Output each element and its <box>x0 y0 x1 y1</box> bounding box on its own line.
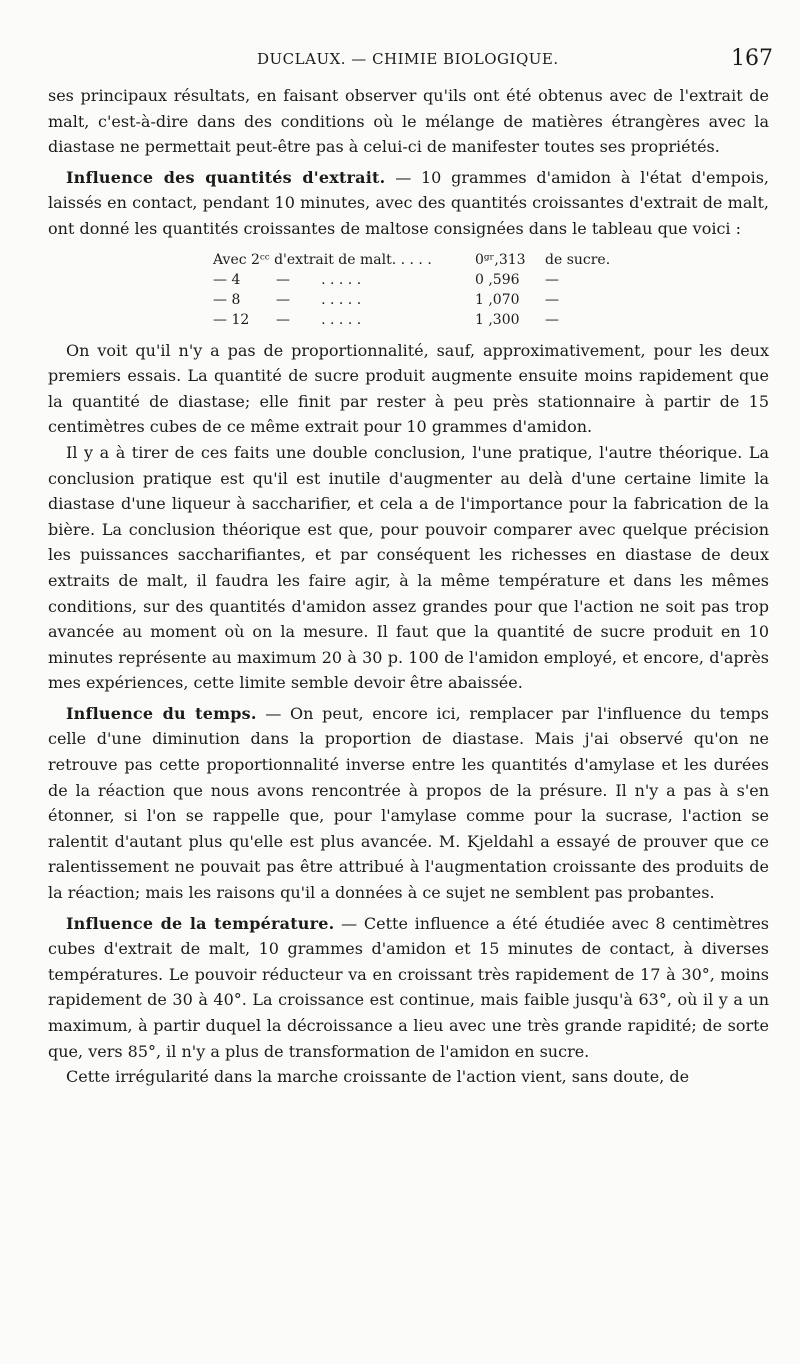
row-label: — 12 — . . . . . <box>213 311 362 328</box>
section-heading: Influence des quantités d'extrait. <box>66 167 386 187</box>
table-row <box>213 250 610 270</box>
section-heading: Influence du temps. <box>66 703 257 723</box>
row-value: 0ᵍʳ,313 <box>475 251 526 268</box>
section-extract-quantity <box>48 165 769 242</box>
row-label: — 8 — . . . . . <box>213 291 362 308</box>
row-suffix: — <box>545 271 559 288</box>
row-suffix: — <box>545 291 559 308</box>
row-label: — 4 — . . . . . <box>213 271 362 288</box>
row-label: Avec 2ᶜᶜ d'extrait de malt. . . . . <box>213 251 432 268</box>
section-text: — Cette influence a été étudiée avec 8 centimètres cubes d'extrait de malt, 10 grammes d'amidon et 15 minutes de contact, à diverses températures. Le pouvoir réducteur va en croissant très rapidement de 17 à 30°, moins rapidement de 30 à 40°. La croissance est continue, mais faible jusqu'à 63°, où il y a un maximum, à partir duquel la décroissance a lieu avec une très grande rapidité; de sorte que, vers 85°, il n'y a plus de transformation de l'amidon en sucre. <box>48 913 769 1061</box>
row-value: 0 ,596 <box>475 271 520 288</box>
table-row <box>213 270 610 290</box>
row-value: 1 ,300 <box>475 311 520 328</box>
table-row <box>213 310 610 330</box>
running-title: DUCLAUX. — CHIMIE BIOLOGIQUE. <box>257 50 559 68</box>
row-suffix: — <box>545 311 559 328</box>
page-number: 167 <box>731 46 773 71</box>
conclusion-paragraph: Il y a à tirer de ces faits une double conclusion, l'une pratique, l'autre théorique. La conclusion pratique est qu'il est inutile d'augmenter au delà d'une certaine limite la diastase d'une liqueur à saccharifier, et cela a de l'importance pour la fabrication de la bière. La conclusion théorique est que, pour pouvoir comparer avec quelque précision les puissances saccharifiantes, et par conséquent les richesses en diastase de deux extraits de malt, il faudra les faire agir, à la même température et dans les mêmes conditions, sur des quantités d'amidon assez grandes pour que l'action ne soit pas trop avancée au moment où on la mesure. Il faut que la quantité de sucre produit en 10 minutes représente au maximum 20 à 30 p. 100 de l'amidon employé, et encore, d'après mes expériences, cette limite semble devoir être abaissée. <box>48 442 769 693</box>
closing-line: Cette irrégularité dans la marche croissante de l'action vient, sans doute, de <box>66 1067 690 1087</box>
row-value: 1 ,070 <box>475 291 520 308</box>
table-row <box>213 290 610 310</box>
page-body <box>48 83 769 1090</box>
section-temperature <box>48 911 769 1065</box>
results-table <box>213 250 610 330</box>
intro-paragraph: ses principaux résultats, en faisant observer qu'ils ont été obtenus avec de l'extrait de malt, c'est-à-dire dans des conditions où le mélange de matières étrangères avec la diastase ne permettait peut-être pas à celui-ci de manifester toutes ses propriétés. <box>48 86 769 157</box>
row-suffix: de sucre. <box>545 251 611 268</box>
section-heading: Influence de la température. <box>66 913 335 933</box>
section-time <box>48 701 769 906</box>
section-text: — 10 grammes d'amidon à l'état d'empois, laissés en contact, pendant 10 minutes, avec des quantités croissantes d'extrait de malt, ont donné les quantités croissantes de maltose consignées dans le tableau que voici : <box>48 167 769 238</box>
analysis-paragraph: On voit qu'il n'y a pas de proportionnalité, sauf, approximativement, pour les deux premiers essais. La quantité de sucre produit augmente ensuite moins rapidement que la quantité de diastase; elle finit par rester à peu près stationnaire à partir de 15 centimètres cubes de ce même extrait pour 10 grammes d'amidon. <box>48 340 769 437</box>
page-header <box>0 46 800 76</box>
section-text: — On peut, encore ici, remplacer par l'influence du temps celle d'une diminution dans la proportion de diastase. Mais j'ai observé qu'on ne retrouve pas cette proportionnalité inverse entre les quantités d'amylase et les durées de la réaction que nous avons rencontrée à propos de la présure. Il n'y a pas à s'en étonner, si l'on se rappelle que, pour l'amylase comme pour la sucrase, l'action se ralentit d'autant plus qu'elle est plus avancée. M. Kjeldahl a essayé de prouver que ce ralentissement ne pouvait pas être attribué à l'augmentation croissante des produits de la réaction; mais les raisons qu'il a données à ce sujet ne semblent pas probantes. <box>48 703 769 903</box>
